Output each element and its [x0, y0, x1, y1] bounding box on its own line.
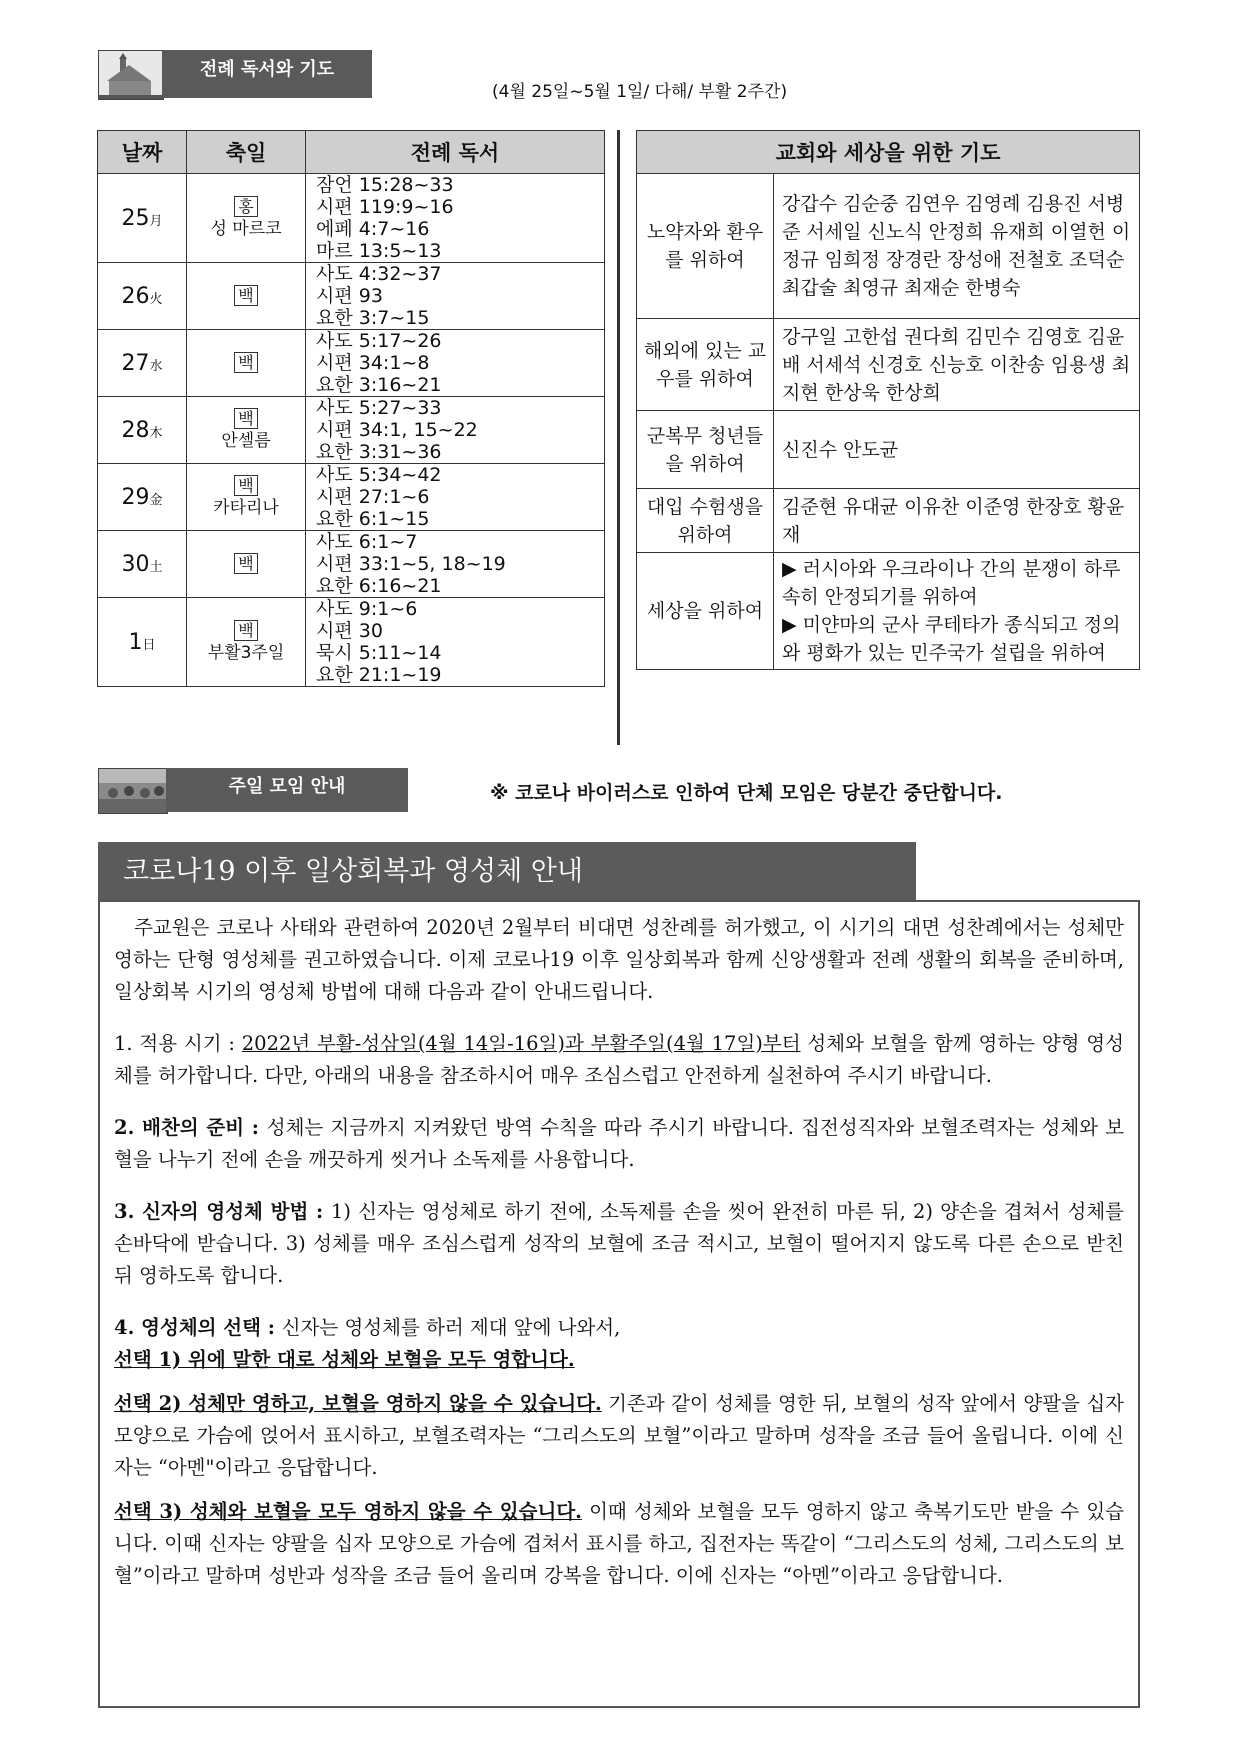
section-label-meeting: 주일 모임 안내 — [166, 768, 408, 812]
reading-row — [98, 174, 605, 263]
reading-ref: 시편 119:9~16 — [316, 196, 454, 218]
readings-cell — [306, 464, 605, 531]
section-label-liturgy: 전례 독서와 기도 — [162, 50, 372, 98]
date-cell — [98, 598, 187, 687]
reading-ref: 요한 6:16~21 — [316, 575, 442, 597]
feast-name: 안셀름 — [221, 431, 271, 451]
notice-item-2: 2. 배찬의 준비 : 성체는 지금까지 지켜왔던 방역 수칙을 따라 주시기 바랍니다. 집전성직자와 보혈조력자는 성체와 보혈을 나누기 전에 손을 깨끗하게 씻거나 소독제를 사용합니다. — [114, 1116, 1124, 1171]
readings-table — [97, 130, 605, 687]
reading-ref: 마르 13:5~13 — [316, 240, 442, 262]
reading-ref: 시편 33:1~5, 18~19 — [316, 553, 506, 575]
date-day: 30 — [121, 551, 150, 577]
liturgical-color-badge: 홍 — [234, 196, 257, 217]
feast-cell — [187, 464, 306, 531]
notice-choice-2: 선택 2) 성체만 영하고, 보혈을 영하지 않을 수 있습니다. 기존과 같이 성체를 영한 뒤, 보혈의 성작 앞에서 양팔을 십자 모양으로 가슴에 얹어서 표시하고, 보혈조력자는 “그리스도의 보혈”이라고 말하며 성작을 조금 들어 올립니다. 이에 신자는 “아멘"이라고 응답합니다. — [114, 1392, 1124, 1479]
feast-cell — [187, 174, 306, 263]
prayer-names: 강구일 고한섭 권다희 김민수 김영호 김윤배 서세석 신경호 신능호 이찬송 임용생 최지현 한상욱 한상희 — [774, 319, 1140, 411]
reading-ref: 요한 3:31~36 — [316, 441, 442, 463]
reading-row — [98, 263, 605, 330]
reading-ref: 사도 4:32~37 — [316, 263, 442, 285]
prayer-row — [637, 489, 1140, 553]
reading-ref: 사도 5:17~26 — [316, 330, 442, 352]
date-weekday: 水 — [149, 358, 163, 374]
reading-ref: 사도 9:1~6 — [316, 598, 418, 620]
prayer-row — [637, 319, 1140, 411]
reading-row — [98, 531, 605, 598]
notice-item-3: 3. 신자의 영성체 방법 : 1) 신자는 영성체로 하기 전에, 소독제를 손을 씻어 완전히 마른 뒤, 2) 양손을 겹쳐서 성체를 손바닥에 받습니다. 3) 성체를 매우 조심스럽게 성작의 보혈에 조금 적시고, 보혈이 떨어지지 않도록 다른 손으로 받친 뒤 영하도록 합니다. — [114, 1200, 1124, 1287]
liturgical-color-badge: 백 — [234, 285, 257, 306]
date-weekday: 火 — [149, 291, 163, 307]
liturgical-color-badge: 백 — [234, 475, 257, 496]
feast-name: 부활3주일 — [207, 643, 285, 663]
feast-cell — [187, 531, 306, 598]
feast-name: 성 마르코 — [210, 219, 282, 239]
photo-icon — [99, 769, 167, 813]
prayer-names: 김준현 유대균 이유찬 이준영 한장호 황윤재 — [774, 489, 1140, 553]
liturgical-color-badge: 백 — [234, 553, 257, 574]
prayer-names: 강갑수 김순중 김연우 김영례 김용진 서병준 서세일 신노식 안정희 유재희 이열헌 이정규 임희정 장경란 장성애 전철호 조덕순 최갑술 최영규 최재순 한병숙 — [774, 174, 1140, 319]
prayers-table — [636, 130, 1140, 670]
feast-cell — [187, 263, 306, 330]
prayer-row — [637, 553, 1140, 670]
reading-ref: 요한 6:1~15 — [316, 508, 430, 530]
reading-row — [98, 330, 605, 397]
reading-ref: 사도 5:34~42 — [316, 464, 442, 486]
prayer-row — [637, 174, 1140, 319]
header-feast: 축일 — [187, 131, 306, 174]
feast-cell — [187, 598, 306, 687]
date-cell — [98, 397, 187, 464]
prayer-row — [637, 411, 1140, 489]
date-weekday: 木 — [149, 425, 163, 441]
prayer-category: 대입 수험생을 위하여 — [637, 489, 774, 553]
reading-ref: 시편 34:1~8 — [316, 352, 430, 374]
liturgical-color-badge: 백 — [234, 408, 257, 429]
reading-ref: 에페 4:7~16 — [316, 218, 430, 240]
meeting-photo — [98, 768, 168, 814]
prayer-names: ▶ 러시아와 우크라이나 간의 분쟁이 하루 속히 안정되기를 위하여 ▶ 미얀마의 군사 쿠테타가 종식되고 정의와 평화가 있는 민주국가 설립을 위하여 — [774, 553, 1140, 670]
date-cell — [98, 464, 187, 531]
reading-ref: 요한 3:16~21 — [316, 374, 442, 396]
readings-cell — [306, 330, 605, 397]
reading-ref: 요한 21:1~19 — [316, 664, 442, 686]
reading-ref: 시편 34:1, 15~22 — [316, 419, 478, 441]
prayer-category: 노약자와 환우를 위하여 — [637, 174, 774, 319]
date-weekday: 金 — [149, 492, 163, 508]
date-day: 25 — [121, 205, 150, 231]
reading-ref: 시편 93 — [316, 285, 383, 307]
notice-title: 코로나19 이후 일상회복과 영성체 안내 — [98, 842, 916, 902]
date-cell — [98, 531, 187, 598]
reading-ref: 사도 6:1~7 — [316, 531, 418, 553]
reading-ref: 사도 5:27~33 — [316, 397, 442, 419]
notice-body — [98, 900, 1140, 1708]
date-cell — [98, 263, 187, 330]
reading-row — [98, 397, 605, 464]
reading-row — [98, 598, 605, 687]
prayer-category: 군복무 청년들을 위하여 — [637, 411, 774, 489]
date-weekday: 月 — [149, 213, 163, 229]
reading-row — [98, 464, 605, 531]
header-date: 날짜 — [98, 131, 187, 174]
date-day: 1 — [128, 629, 143, 655]
reading-ref: 묵시 5:11~14 — [316, 642, 442, 664]
church-thumbnail — [98, 50, 164, 100]
notice-intro: 주교원은 코로나 사태와 관련하여 2020년 2월부터 비대면 성찬례를 허가했고, 이 시기의 대면 성찬례에서는 성체만 영하는 단형 영성체를 권고하였습니다. 이제 코로나19 이후 일상회복과 함께 신앙생활과 전례 생활의 회복을 준비하며, 일상회복 시기의 영성체 방법에 대해 다음과 같이 안내드립니다. — [114, 916, 1124, 1003]
liturgical-color-badge: 백 — [234, 352, 257, 373]
church-icon — [99, 51, 163, 99]
header-readings: 전례 독서 — [306, 131, 605, 174]
prayer-names: 신진수 안도균 — [774, 411, 1140, 489]
readings-cell — [306, 263, 605, 330]
readings-cell — [306, 531, 605, 598]
date-cell — [98, 174, 187, 263]
date-day: 27 — [121, 350, 150, 376]
feast-cell — [187, 397, 306, 464]
week-subtitle: (4월 25일~5월 1일/ 다해/ 부활 2주간) — [492, 82, 788, 102]
readings-cell — [306, 174, 605, 263]
liturgical-color-badge: 백 — [234, 620, 257, 641]
reading-ref: 잠언 15:28~33 — [316, 174, 454, 196]
date-day: 28 — [121, 417, 150, 443]
date-weekday: 土 — [149, 559, 163, 575]
date-day: 29 — [121, 484, 150, 510]
notice-item-4: 4. 영성체의 선택 : 신자는 영성체를 하러 제대 앞에 나와서, 선택 1) 위에 말한 대로 성체와 보혈을 모두 영합니다. — [114, 1316, 621, 1371]
readings-cell — [306, 598, 605, 687]
reading-ref: 요한 3:7~15 — [316, 307, 430, 329]
date-cell — [98, 330, 187, 397]
notice-choice-3: 선택 3) 성체와 보혈을 모두 영하지 않을 수 있습니다. 이때 성체와 보혈을 모두 영하지 않고 축복기도만 받을 수 있습니다. 이때 신자는 양팔을 십자 모양으로 가슴에 겹쳐서 표시를 하고, 집전자는 똑같이 “그리스도의 성체, 그리스도의 보혈”이라고 말하며 성반과 성작을 조금 들어 올리며 강복을 합니다. 이에 신자는 “아멘”이라고 응답합니다. — [114, 1500, 1124, 1587]
date-weekday: 日 — [142, 637, 156, 653]
header-prayers: 교회와 세상을 위한 기도 — [637, 131, 1140, 174]
column-divider — [617, 130, 620, 745]
prayer-category: 세상을 위하여 — [637, 553, 774, 670]
meeting-notice: ※ 코로나 바이러스로 인하여 단체 모임은 당분간 중단합니다. — [490, 782, 1003, 804]
feast-cell — [187, 330, 306, 397]
notice-item-1: 1. 적용 시기 : 2022년 부활-성삼일(4월 14일-16일)과 부활주일(4월 17일)부터 성체와 보혈을 함께 영하는 양형 영성체를 허가합니다. 다만, 아래의 내용을 참조하시어 매우 조심스럽고 안전하게 실천하여 주시기 바랍니다. — [114, 1032, 1124, 1087]
feast-name: 카타리나 — [213, 498, 279, 518]
reading-ref: 시편 30 — [316, 620, 383, 642]
readings-cell — [306, 397, 605, 464]
prayer-category: 해외에 있는 교우를 위하여 — [637, 319, 774, 411]
date-day: 26 — [121, 283, 150, 309]
reading-ref: 시편 27:1~6 — [316, 486, 430, 508]
